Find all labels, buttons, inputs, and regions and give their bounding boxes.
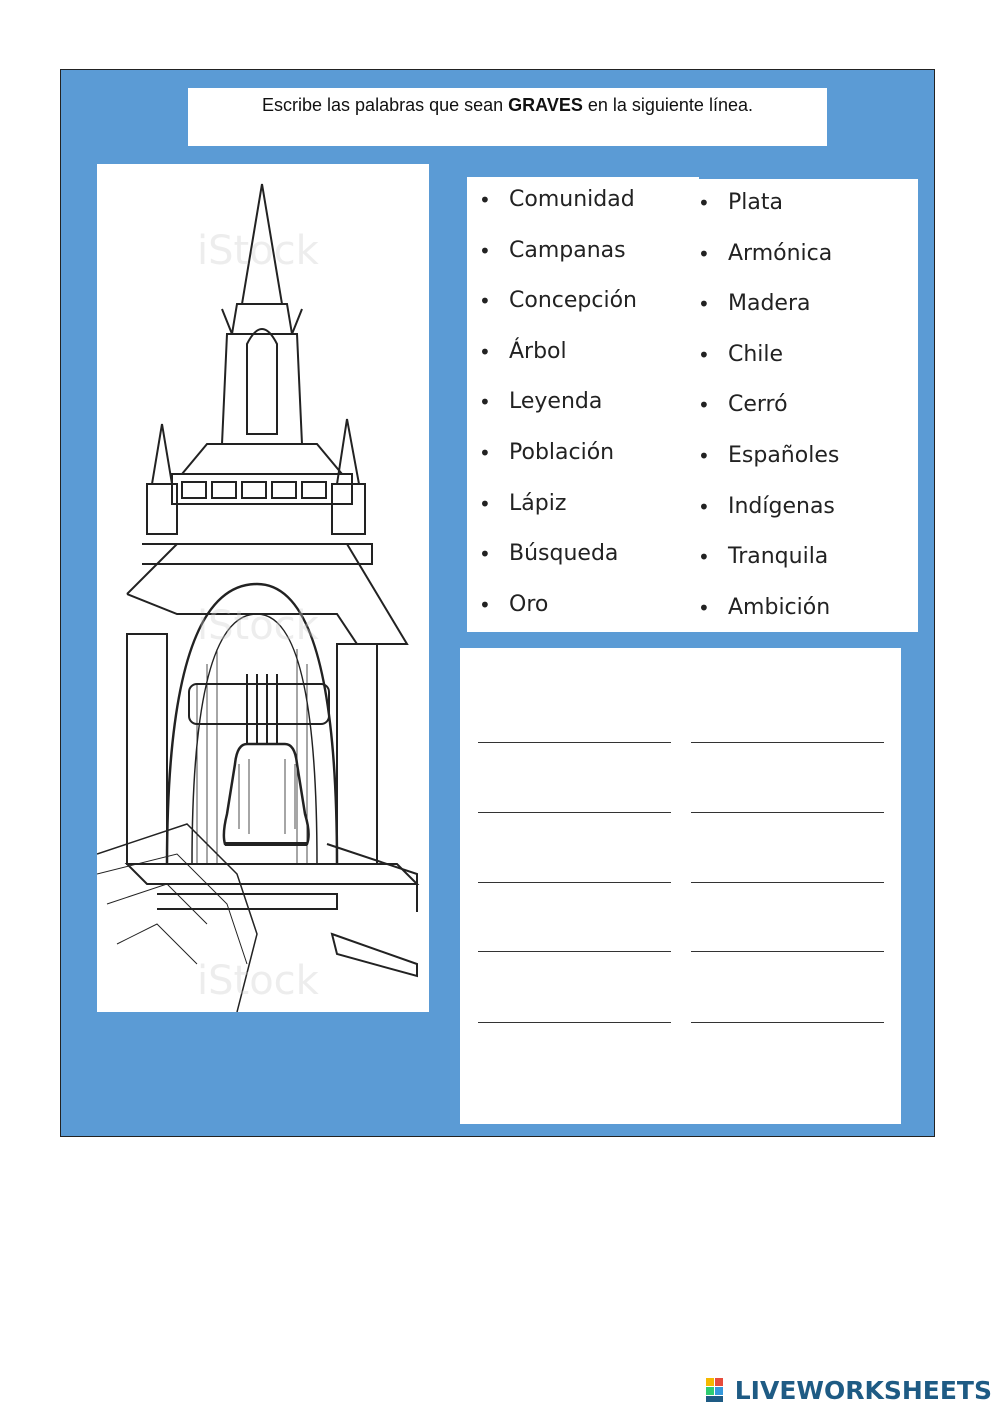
bell-tower-icon [97, 164, 429, 1012]
word-item [467, 327, 637, 378]
word-label: Españoles [728, 442, 840, 468]
bullet-icon: • [479, 238, 491, 263]
answer-blank[interactable] [691, 1022, 884, 1023]
word-label: Plata [728, 190, 783, 215]
bullet-icon: • [479, 188, 491, 212]
word-label: Comunidad [509, 187, 635, 212]
liveworksheets-logo-icon [706, 1378, 732, 1402]
word-list-box [467, 179, 918, 632]
answer-blank[interactable] [691, 812, 884, 813]
answer-blank[interactable] [691, 951, 884, 952]
brand-name: LIVEWORKSHEETS [734, 1375, 992, 1405]
bullet-icon: • [479, 440, 491, 465]
answer-blank[interactable] [691, 742, 884, 743]
word-item [686, 482, 839, 533]
bullet-icon: • [698, 191, 710, 215]
answer-blank[interactable] [691, 882, 884, 883]
instruction-text [188, 88, 827, 146]
word-label: Lápiz [509, 490, 567, 516]
answer-box [460, 648, 901, 1124]
liveworksheets-brand [706, 1375, 992, 1405]
bullet-icon: • [698, 393, 710, 418]
word-item [467, 529, 637, 580]
word-label: Madera [728, 291, 811, 317]
word-item [467, 428, 637, 479]
word-item [686, 532, 839, 583]
bullet-icon: • [698, 545, 710, 570]
word-item [467, 175, 637, 226]
answer-blank[interactable] [478, 742, 671, 743]
bullet-icon: • [479, 390, 491, 415]
bell-tower-image [97, 164, 429, 1012]
word-label: Árbol [509, 338, 567, 364]
word-label: Tranquila [728, 544, 829, 570]
word-item [686, 380, 839, 431]
word-label: Población [509, 439, 615, 465]
instruction-before: Escribe las palabras que sean [262, 95, 509, 115]
word-list-left [467, 175, 637, 630]
word-label: Búsqueda [509, 541, 619, 567]
word-item [686, 229, 839, 280]
word-item [686, 178, 839, 229]
answer-blank[interactable] [478, 812, 671, 813]
word-label: Concepción [509, 288, 637, 314]
answer-blank[interactable] [478, 951, 671, 952]
word-label: Leyenda [509, 389, 603, 415]
word-label: Cerró [728, 392, 788, 418]
word-item [686, 279, 839, 330]
bullet-icon: • [479, 491, 491, 516]
bullet-icon: • [698, 292, 710, 317]
word-label: Indígenas [728, 493, 835, 519]
svg-text:iStock: iStock [197, 958, 319, 1004]
bullet-icon: • [479, 289, 491, 314]
bullet-icon: • [479, 339, 491, 364]
word-item [686, 583, 839, 634]
instruction-bold: GRAVES [508, 95, 583, 115]
word-item [467, 479, 637, 530]
word-item [686, 330, 839, 381]
bullet-icon: • [479, 592, 491, 617]
instruction-after: en la siguiente línea. [582, 95, 753, 115]
word-item [686, 431, 839, 482]
word-item [467, 377, 637, 428]
bullet-icon: • [698, 443, 710, 468]
word-label: Ambición [728, 594, 831, 620]
bullet-icon: • [698, 595, 710, 620]
word-label: Armónica [728, 240, 833, 266]
bullet-icon: • [698, 241, 710, 266]
word-label: Chile [728, 341, 784, 367]
word-item [467, 226, 637, 277]
svg-text:iStock: iStock [197, 603, 319, 649]
word-label: Campanas [509, 237, 626, 263]
bullet-icon: • [479, 542, 491, 567]
svg-text:iStock: iStock [197, 228, 319, 274]
word-item [467, 580, 637, 631]
bullet-icon: • [698, 342, 710, 367]
word-label: Oro [509, 591, 549, 617]
word-item [467, 276, 637, 327]
bullet-icon: • [698, 494, 710, 519]
word-list-right [686, 178, 839, 633]
answer-blank[interactable] [478, 1022, 671, 1023]
answer-blank[interactable] [478, 882, 671, 883]
